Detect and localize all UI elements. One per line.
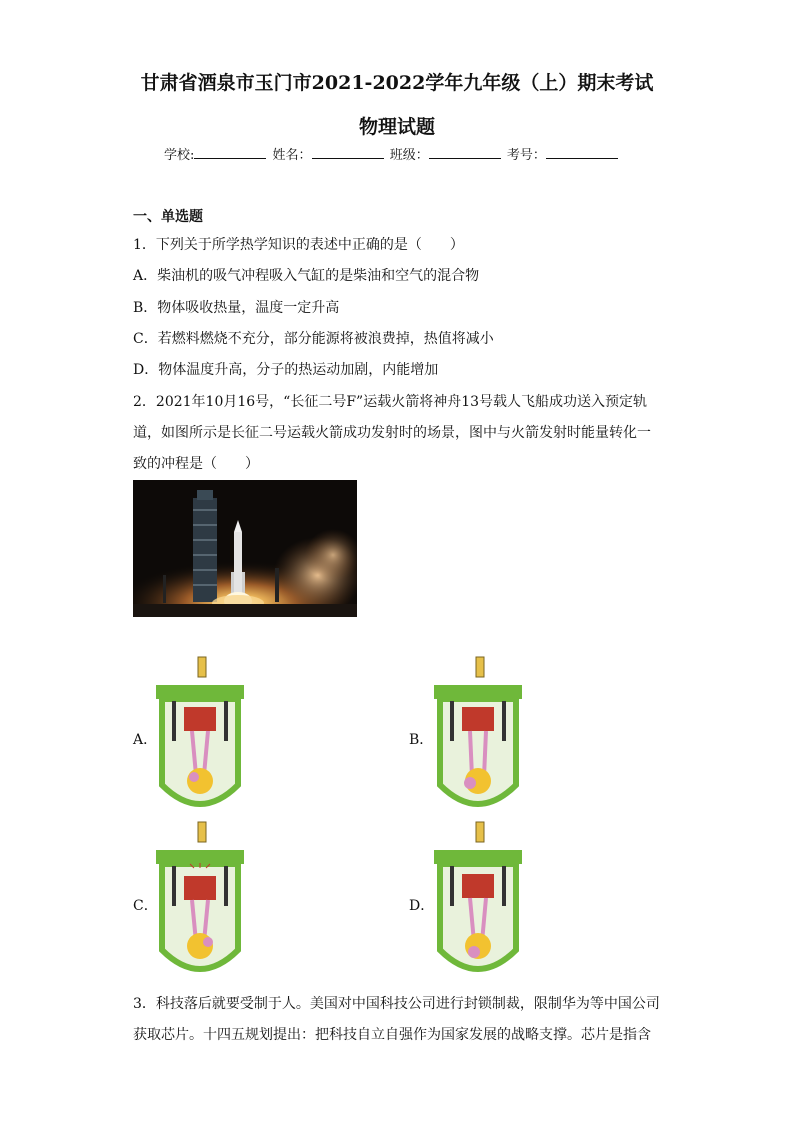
q2-stem-line3: 致的冲程是（ ） [133,456,259,472]
class-label: 班级： [389,148,429,163]
q2-stem-line2: 道，如图所示是长征二号运载火箭成功发射时的场景，图中与火箭发射时能量转化一 [133,425,651,441]
q1-stem: 1．下列关于所学热学知识的表述中正确的是（ ） [133,237,464,253]
engine-diagram-a [150,655,250,819]
q3-line2: 获取芯片。十四五规划提出：把科技自立自强作为国家发展的战略支撑。芯片是指含 [133,1027,651,1043]
engine-diagram-c [150,820,250,984]
name-blank [312,146,384,159]
q3-line1: 3．科技落后就要受制于人。美国对中国科技公司进行封锁制裁，限制华为等中国公司 [133,996,660,1012]
q2-option-c-label: C． [133,898,158,914]
q2-stem-line1: 2．2021年10月16号，“长征二号F”运载火箭将神舟13号载人飞船成功送入预定轨 [133,394,648,410]
q2-option-a-label: A． [133,732,158,748]
section-heading: 一、单选题 [133,209,203,225]
exam-subtitle: 物理试题 [358,116,435,138]
exam-number-label: 考号： [506,148,546,163]
exam-title: 甘肃省酒泉市玉门市2021-2022学年九年级（上）期末考试 [140,72,654,94]
engine-diagram-b [428,655,528,819]
student-info-fields [164,144,620,163]
q1-option-c: C．若燃料燃烧不充分，部分能源将被浪费掉，热值将减小 [133,331,494,347]
q2-option-d-label: D． [409,898,435,914]
exam-number-blank [546,146,618,159]
q2-option-b-label: B． [409,732,434,748]
q1-option-d: D．物体温度升高，分子的热运动加剧，内能增加 [133,362,439,378]
class-blank [429,146,501,159]
q1-option-a: A．柴油机的吸气冲程吸入气缸的是柴油和空气的混合物 [133,268,480,284]
rocket-launch-photo [133,480,357,617]
name-label: 姓名： [272,148,312,163]
engine-diagram-d [428,820,528,984]
school-label: 学校: [164,148,195,163]
q1-option-b: B．物体吸收热量，温度一定升高 [133,300,340,316]
school-blank [194,146,266,159]
